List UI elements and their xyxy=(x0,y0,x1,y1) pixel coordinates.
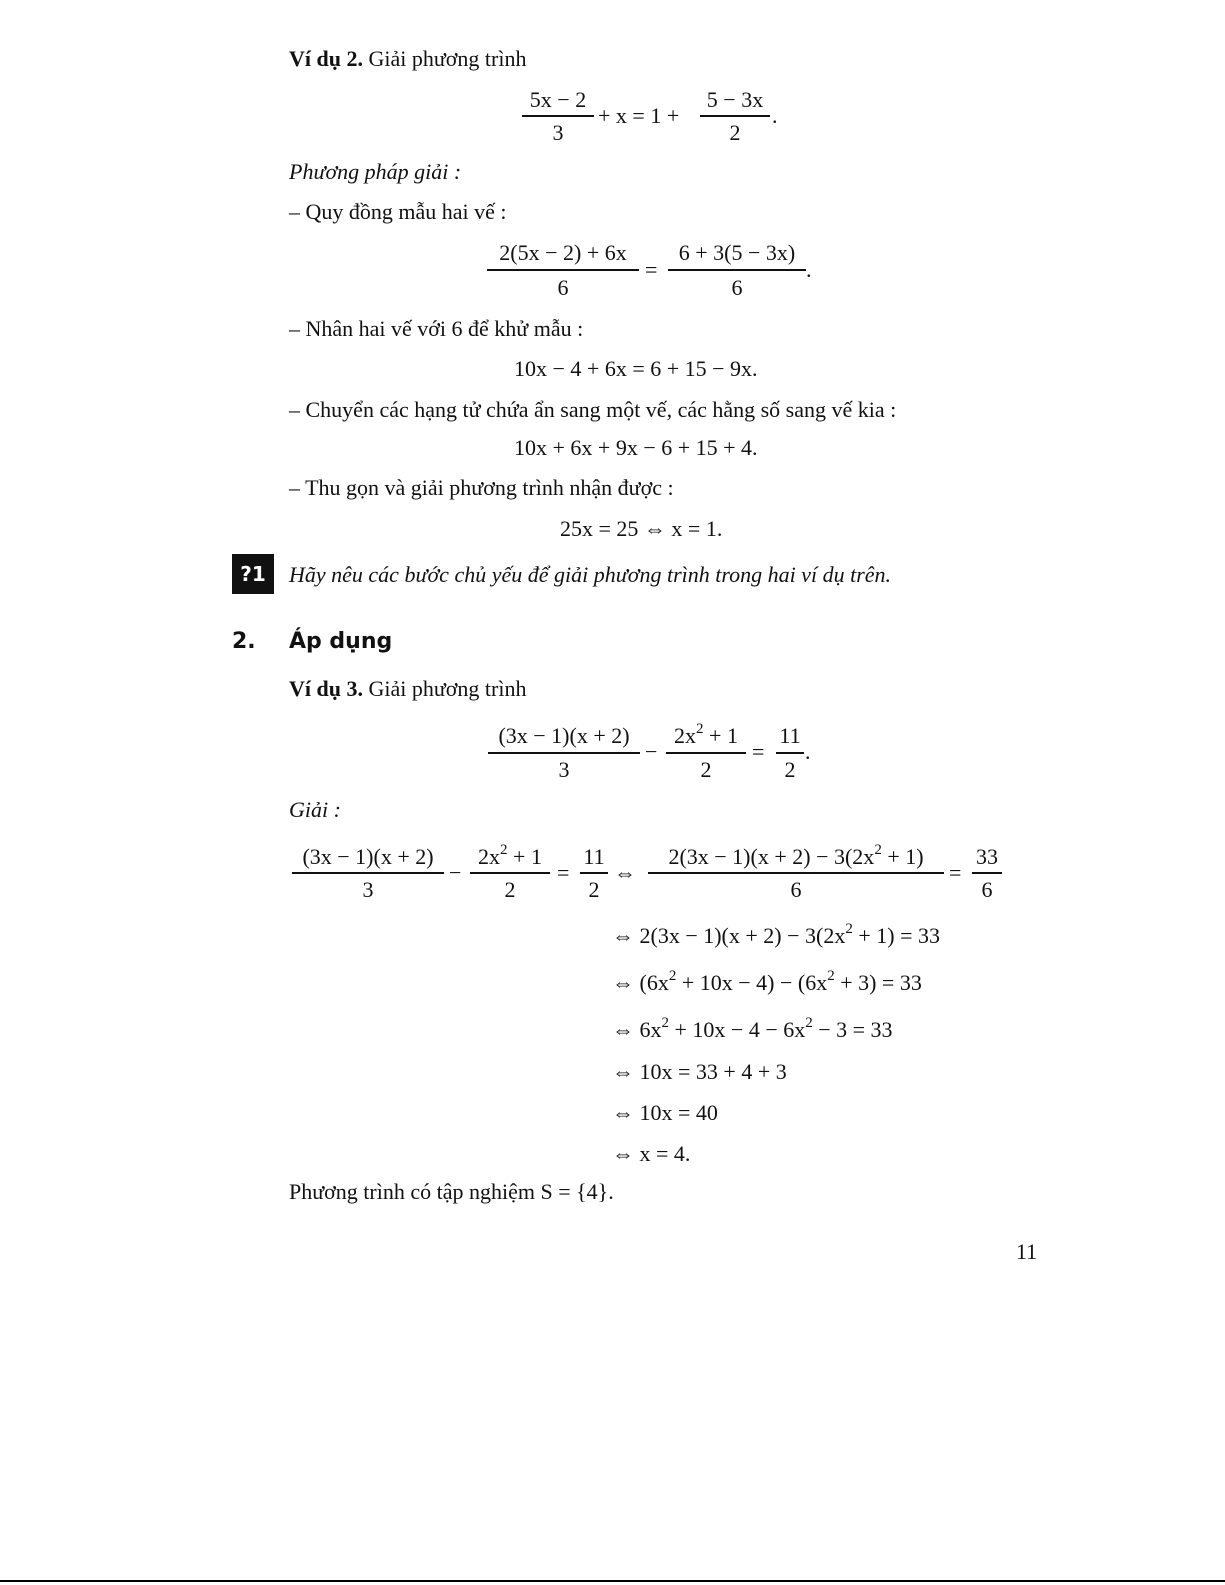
solution-step: ⇔ x = 4. xyxy=(612,1141,691,1166)
term: ⇔ (6x xyxy=(612,970,669,995)
term: + 1 xyxy=(507,844,542,869)
equation-text: = xyxy=(557,860,570,885)
fraction-denominator: 6 xyxy=(790,877,802,902)
fraction-bar xyxy=(522,115,594,117)
equation-3: 10x + 6x + 9x − 6 + 15 + 4. xyxy=(514,435,758,460)
fraction-numerator: 11 xyxy=(583,844,605,869)
question-1-text: Hãy nêu các bước chủ yếu để giải phương trình trong hai ví dụ trên. xyxy=(289,562,892,587)
section-number: 2. xyxy=(232,629,256,654)
equation-text: = xyxy=(645,257,658,282)
fraction-numerator: 5x − 2 xyxy=(529,87,587,112)
fraction-bar xyxy=(972,872,1002,874)
fraction-bar xyxy=(648,872,944,874)
solution-step: ⇔ 10x = 40 xyxy=(612,1100,718,1125)
fraction-numerator xyxy=(470,844,550,870)
fraction-denominator: 2 xyxy=(700,757,712,782)
example-3-text: Giải phương trình xyxy=(368,676,527,701)
example-2-intro xyxy=(289,46,526,72)
equation-text: + x = 1 + xyxy=(598,103,680,128)
equation-text: . xyxy=(806,257,812,282)
example-3-label: Ví dụ 3. xyxy=(289,676,363,701)
fraction-numerator xyxy=(666,723,746,749)
fraction-denominator: 6 xyxy=(731,275,743,300)
fraction-denominator: 2 xyxy=(588,877,600,902)
fraction-bar xyxy=(666,752,746,754)
example-3-intro xyxy=(289,676,526,702)
equation-text: − xyxy=(645,739,658,764)
equation-text: − xyxy=(449,860,462,885)
fraction-denominator: 2 xyxy=(504,877,516,902)
conclusion: Phương trình có tập nghiệm S = {4}. xyxy=(289,1179,614,1204)
fraction-denominator: 6 xyxy=(981,877,993,902)
fraction-bar xyxy=(668,269,806,271)
equation-text: . xyxy=(805,739,811,764)
solution-step xyxy=(612,970,922,996)
fraction-denominator: 2 xyxy=(729,120,741,145)
fraction-numerator: (3x − 1)(x + 2) xyxy=(302,844,434,869)
solution-step xyxy=(612,923,940,949)
equation-4: 25x = 25 ⇔ x = 1. xyxy=(560,516,723,541)
term: 2(3x − 1)(x + 2) − 3(2x xyxy=(668,844,875,869)
exponent: 2 xyxy=(874,842,882,858)
exponent: 2 xyxy=(500,842,508,858)
term: + 10x − 4 − 6x xyxy=(669,1017,806,1042)
solution-step xyxy=(612,1017,893,1043)
fraction-denominator: 3 xyxy=(552,120,564,145)
equation-text: . xyxy=(772,103,778,128)
fraction-numerator: 2(5x − 2) + 6x xyxy=(499,240,627,265)
exponent: 2 xyxy=(661,1015,669,1031)
term: 2x xyxy=(674,723,697,748)
term: + 1) = 33 xyxy=(852,923,940,948)
fraction-numerator xyxy=(648,844,944,870)
step-3: – Chuyển các hạng tử chứa ẩn sang một vế, các hằng số sang vế kia : xyxy=(289,397,897,422)
fraction-numerator: 11 xyxy=(779,723,801,748)
term: ⇔ 2(3x − 1)(x + 2) − 3(2x xyxy=(612,923,846,948)
example-2-text: Giải phương trình xyxy=(368,46,527,71)
term: + 1 xyxy=(703,723,738,748)
step-2: – Nhân hai vế với 6 để khử mẫu : xyxy=(289,316,584,341)
method-heading: Phương pháp giải : xyxy=(289,159,462,184)
question-badge: ?1 xyxy=(232,554,274,594)
fraction-numerator: 5 − 3x xyxy=(706,87,764,112)
term: ⇔ 6x xyxy=(612,1017,662,1042)
fraction-numerator: (3x − 1)(x + 2) xyxy=(498,723,630,748)
exponent: 2 xyxy=(696,721,704,737)
term: + 3) = 33 xyxy=(834,970,922,995)
example-2-label: Ví dụ 2. xyxy=(289,46,363,71)
fraction-denominator: 3 xyxy=(362,877,374,902)
fraction-bar xyxy=(470,872,550,874)
fraction-bar xyxy=(580,872,608,874)
fraction-denominator: 2 xyxy=(784,757,796,782)
page-number: 11 xyxy=(1016,1239,1038,1264)
solution-heading: Giải : xyxy=(289,797,341,822)
exponent: 2 xyxy=(827,968,835,984)
fraction-bar xyxy=(487,269,639,271)
step-4: – Thu gọn và giải phương trình nhận được : xyxy=(289,475,674,500)
fraction-numerator: 6 + 3(5 − 3x) xyxy=(678,240,796,265)
equation-text: = xyxy=(752,739,765,764)
term: − 3 = 33 xyxy=(812,1017,893,1042)
fraction-bar xyxy=(776,752,804,754)
term: + 10x − 4) − (6x xyxy=(676,970,828,995)
exponent: 2 xyxy=(668,968,677,984)
term: + 1) xyxy=(881,844,924,869)
equation-2: 10x − 4 + 6x = 6 + 15 − 9x. xyxy=(514,356,758,381)
step-1: – Quy đồng mẫu hai vế : xyxy=(289,199,507,224)
fraction-denominator: 3 xyxy=(558,757,570,782)
fraction-numerator: 33 xyxy=(976,844,998,869)
fraction-denominator: 6 xyxy=(557,275,569,300)
term: 2x xyxy=(478,844,501,869)
fraction-bar xyxy=(292,872,444,874)
fraction-bar xyxy=(700,115,770,117)
exponent: 2 xyxy=(805,1015,813,1031)
fraction-bar xyxy=(488,752,640,754)
section-title: Áp dụng xyxy=(289,629,393,654)
iff-symbol: ⇔ xyxy=(614,860,636,885)
bottom-rule xyxy=(0,1580,1225,1582)
equation-text: = xyxy=(949,860,962,885)
exponent: 2 xyxy=(845,921,853,937)
solution-step: ⇔ 10x = 33 + 4 + 3 xyxy=(612,1059,787,1084)
